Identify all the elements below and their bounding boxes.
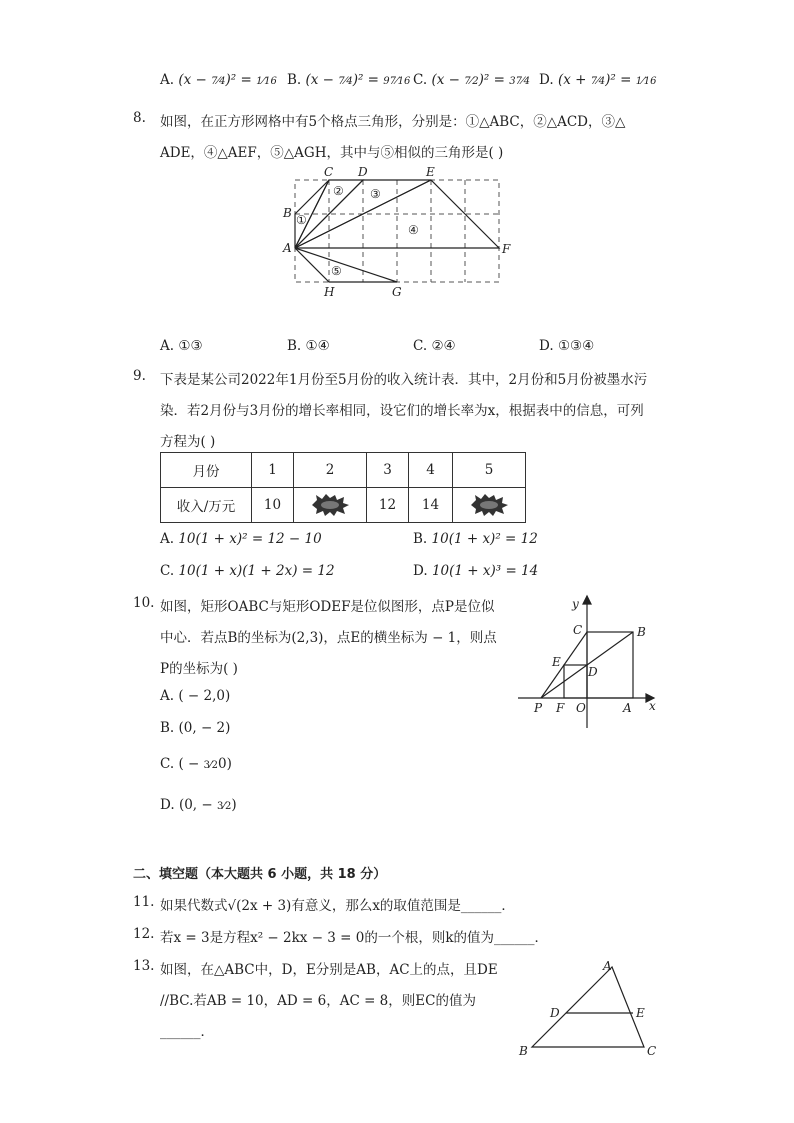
- q9-revenue-table: [160, 452, 526, 523]
- q8-label-e: E: [426, 165, 435, 179]
- q8-option-d[interactable]: D. ①③④: [539, 338, 595, 354]
- q9-line-2: 染．若2月份与3月份的增长率相同，设它们的增长率为x，根据表中的信息，可列: [160, 403, 644, 419]
- ink-blot-icon: [310, 494, 350, 516]
- section-2-title: 二、填空题（本大题共 6 小题，共 18 分）: [133, 867, 387, 882]
- q12-text: 若x = 3是方程x² − 2kx − 3 = 0的一个根，则k的值为______．: [160, 930, 549, 946]
- q8-option-b[interactable]: B. ①④: [287, 338, 330, 354]
- table-cell: 10: [252, 488, 294, 523]
- q7-option-b-expr: (x − 7⁄4)² = 97⁄16: [305, 72, 411, 88]
- q10-label-c: C: [573, 623, 583, 637]
- q8-grid-figure: [280, 162, 520, 302]
- triangle-abc: [532, 967, 644, 1047]
- q7-option-b[interactable]: B. (x − 7⁄4)² = 97⁄16: [287, 72, 411, 88]
- q8-label-d: D: [358, 165, 368, 179]
- y-axis-arrow-icon: [583, 596, 591, 604]
- q13-line-2: //BC.若AB = 10，AD = 6，AC = 8，则EC的值为: [160, 993, 476, 1009]
- q8-mark-5: ⑤: [331, 264, 342, 278]
- q13-label-a: A: [603, 959, 612, 973]
- table-cell: 5: [453, 453, 526, 488]
- q8-mark-2: ②: [333, 184, 344, 198]
- ink-blot-cell: [294, 488, 367, 523]
- q9-line-3: 方程为( ): [160, 434, 216, 450]
- q7-option-a[interactable]: A. (x − 7⁄4)² = 1⁄16: [160, 72, 277, 88]
- rectangle-odef: [564, 665, 587, 698]
- table-cell: 3: [367, 453, 409, 488]
- q10-option-c-expr: ( − 3⁄20): [178, 756, 232, 772]
- q13-label-d: D: [550, 1006, 560, 1020]
- q10-label-d: D: [588, 665, 598, 679]
- q13-label-b: B: [519, 1044, 528, 1058]
- q13-label-c: C: [647, 1044, 657, 1058]
- q10-label-o: O: [576, 701, 586, 715]
- q10-label-f: F: [556, 701, 565, 715]
- q8-number: 8.: [133, 110, 146, 126]
- q10-label-e: E: [552, 655, 561, 669]
- q10-line-2: 中心．若点B的坐标为(2,3)，点E的横坐标为 − 1，则点: [160, 630, 497, 646]
- q10-label-y: y: [572, 597, 579, 611]
- q10-label-p: P: [534, 701, 543, 715]
- q9-number: 9.: [133, 368, 146, 384]
- q13-triangle-figure: [512, 955, 672, 1065]
- q12-number: 12.: [133, 926, 155, 942]
- table-cell: 14: [409, 488, 453, 523]
- q9-option-d[interactable]: D. 10(1 + x)³ = 14: [413, 563, 539, 579]
- q8-mark-4: ④: [408, 223, 419, 237]
- q7-option-d[interactable]: D. (x + 7⁄4)² = 1⁄16: [539, 72, 657, 88]
- q9-option-b[interactable]: B. 10(1 + x)² = 12: [413, 531, 538, 547]
- q10-number: 10.: [133, 595, 155, 611]
- table-cell: 2: [294, 453, 367, 488]
- q8-mark-1: ①: [296, 213, 307, 227]
- q7-option-c[interactable]: C. (x − 7⁄2)² = 37⁄4: [413, 72, 530, 88]
- table-cell: 12: [367, 488, 409, 523]
- q11-number: 11.: [133, 894, 155, 910]
- q7-option-c-expr: (x − 7⁄2)² = 37⁄4: [431, 72, 530, 88]
- q10-option-d[interactable]: D. (0, − 3⁄2): [160, 797, 237, 813]
- q8-triangles: [295, 180, 499, 282]
- table-row: [161, 488, 526, 523]
- ink-blot-icon: [469, 494, 509, 516]
- table-row: [161, 453, 526, 488]
- table-cell: 月份: [161, 453, 252, 488]
- q10-label-a: A: [623, 701, 632, 715]
- q9-line-1: 下表是某公司2022年1月份至5月份的收入统计表．其中，2月份和5月份被墨水污: [160, 372, 648, 388]
- q8-dashed-grid: [295, 180, 499, 282]
- q10-option-d-expr: (0, − 3⁄2): [178, 797, 237, 813]
- q10-coordinate-figure: [512, 592, 662, 732]
- q9-option-a[interactable]: A. 10(1 + x)² = 12 − 10: [160, 531, 322, 547]
- q8-label-c: C: [324, 165, 334, 179]
- q8-option-c[interactable]: C. ②④: [413, 338, 456, 354]
- q7-option-a-expr: (x − 7⁄4)² = 1⁄16: [178, 72, 277, 88]
- q8-line-2: ADE，④△AEF，⑤△AGH，其中与⑤相似的三角形是( ): [160, 145, 504, 161]
- q10-label-b: B: [637, 625, 646, 639]
- q8-label-a: A: [283, 241, 292, 255]
- q13-line-1: 如图，在△ABC中，D，E分别是AB，AC上的点，且DE: [160, 962, 498, 978]
- triangle-agh: [295, 248, 397, 282]
- q10-line-1: 如图，矩形OABC与矩形ODEF是位似图形，点P是位似: [160, 599, 495, 615]
- q10-option-c[interactable]: C. ( − 3⁄20): [160, 756, 232, 772]
- q10-option-a[interactable]: A. ( − 2,0): [160, 688, 231, 704]
- q7-option-d-expr: (x + 7⁄4)² = 1⁄16: [557, 72, 657, 88]
- table-cell: 4: [409, 453, 453, 488]
- q8-label-b: B: [283, 206, 292, 220]
- q8-option-a[interactable]: A. ①③: [160, 338, 203, 354]
- q8-label-h: H: [324, 285, 335, 299]
- table-cell: 收入/万元: [161, 488, 252, 523]
- q8-label-g: G: [392, 285, 402, 299]
- ink-blot-cell: [453, 488, 526, 523]
- q13-number: 13.: [133, 958, 155, 974]
- q8-line-1: 如图，在正方形网格中有5个格点三角形，分别是：①△ABC，②△ACD，③△: [160, 114, 626, 130]
- q10-option-b[interactable]: B. (0, − 2): [160, 720, 231, 736]
- q8-label-f: F: [502, 242, 511, 256]
- q13-line-3: ______．: [160, 1024, 214, 1040]
- q11-text: 如果代数式√(2x + 3)有意义，那么x的取值范围是______．: [160, 898, 515, 914]
- q10-line-3: P的坐标为( ): [160, 661, 238, 677]
- q10-label-x: x: [649, 699, 656, 713]
- q13-label-e: E: [636, 1006, 645, 1020]
- q8-mark-3: ③: [370, 187, 381, 201]
- q9-option-c[interactable]: C. 10(1 + x)(1 + 2x) = 12: [160, 563, 335, 579]
- table-cell: 1: [252, 453, 294, 488]
